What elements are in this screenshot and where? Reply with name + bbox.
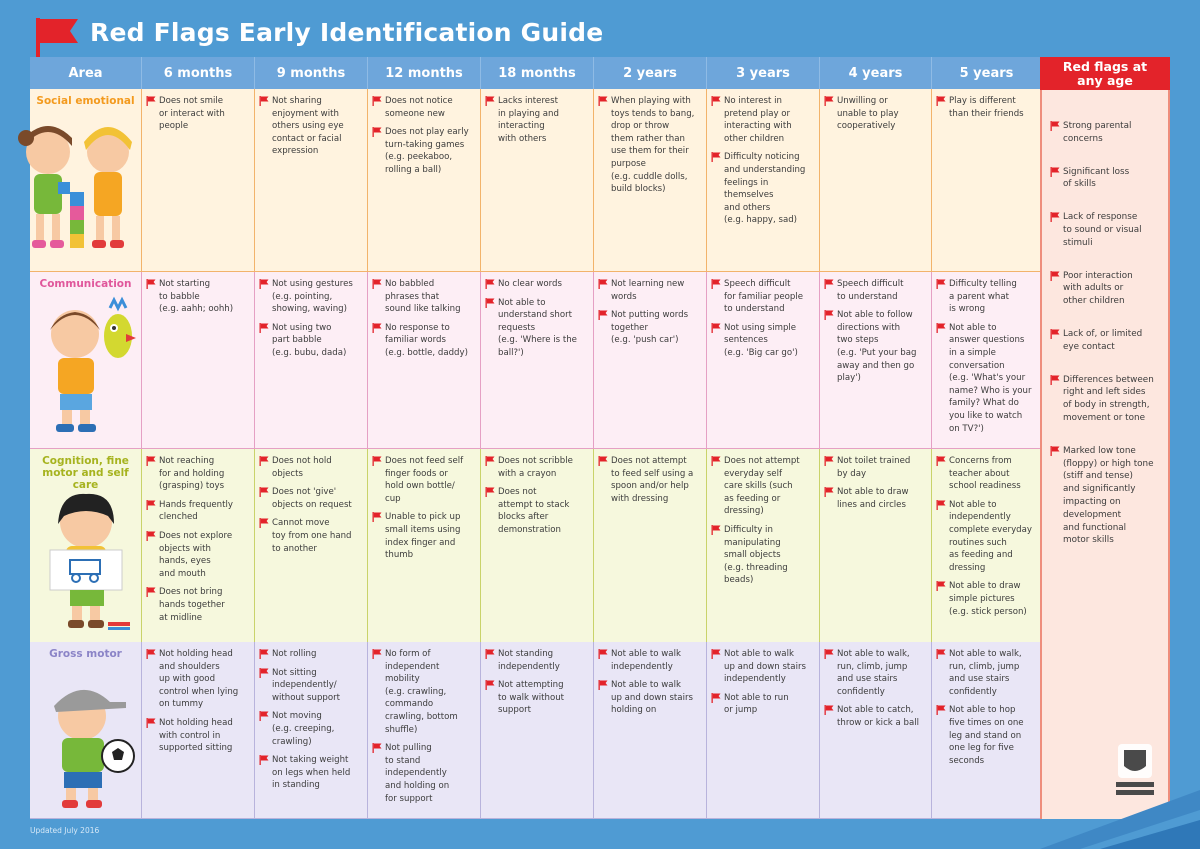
red-flag-text: Unwilling or unable to play cooperatively bbox=[837, 96, 899, 132]
red-flag-item bbox=[372, 278, 476, 316]
red-flag-icon bbox=[711, 96, 721, 106]
red-flag-item bbox=[824, 95, 927, 133]
flag-cell bbox=[932, 272, 1042, 449]
red-flag-text: Not able to walk, run, climb, jump and use stairs confidently bbox=[949, 649, 1022, 697]
red-flag-text: Not able to walk independently bbox=[611, 649, 681, 672]
red-flag-icon bbox=[936, 581, 946, 591]
queensland-government-crest-icon bbox=[1110, 738, 1160, 802]
red-flag-icon bbox=[485, 649, 495, 659]
red-flag-icon bbox=[936, 500, 946, 510]
red-flag-item bbox=[485, 455, 589, 480]
flag-cell bbox=[707, 89, 820, 272]
red-flag-text: Does not smile or interact with people bbox=[159, 96, 225, 132]
flag-cell bbox=[142, 642, 255, 819]
red-flag-text: Does not notice someone new bbox=[385, 96, 453, 119]
red-flag-item bbox=[936, 580, 1037, 618]
red-flag-text: Not taking weight on legs when held in standing bbox=[272, 755, 351, 791]
any-age-text: Lack of response to sound or visual stimuli bbox=[1063, 212, 1142, 248]
red-flag-icon bbox=[146, 456, 156, 466]
red-flag-text: Does not attempt everyday self care skills (such as feeding or dressing) bbox=[724, 456, 800, 517]
red-flag-text: Not able to draw simple pictures (e.g. stick person) bbox=[949, 581, 1027, 617]
red-flag-item bbox=[259, 710, 363, 748]
red-flag-icon bbox=[259, 668, 269, 678]
red-flag-item bbox=[598, 679, 702, 717]
header-age: 5 years bbox=[932, 57, 1042, 89]
red-flag-icon bbox=[1050, 329, 1060, 339]
red-flag-text: Not learning new words bbox=[611, 279, 685, 302]
red-flag-text: Does not feed self finger foods or hold own bottle/ cup bbox=[385, 456, 464, 504]
any-age-text: Poor interaction with adults or other children bbox=[1063, 270, 1133, 307]
red-flag-text: Not able to catch, throw or kick a ball bbox=[837, 705, 919, 728]
red-flag-item bbox=[146, 586, 250, 624]
flag-cell bbox=[707, 449, 820, 644]
red-flag-text: Concerns from teacher about school readiness bbox=[949, 456, 1021, 492]
red-flag-icon bbox=[146, 649, 156, 659]
red-flag-text: No interest in pretend play or interacting with other children bbox=[724, 96, 792, 144]
red-flag-text: Not able to understand short requests (e.g. 'Where is the ball?') bbox=[498, 297, 577, 358]
red-flag-icon bbox=[824, 487, 834, 497]
header-age: 4 years bbox=[820, 57, 932, 89]
red-flag-item bbox=[372, 126, 476, 176]
child-with-soccer-ball-illustration bbox=[36, 672, 140, 812]
red-flag-item bbox=[936, 648, 1037, 698]
red-flag-item bbox=[824, 278, 927, 303]
red-flag-icon bbox=[146, 279, 156, 289]
flag-cell bbox=[707, 272, 820, 449]
red-flag-icon bbox=[598, 680, 608, 690]
any-age-item bbox=[1050, 211, 1162, 249]
red-flag-item bbox=[824, 704, 927, 729]
flag-cell bbox=[368, 449, 481, 644]
red-flag-item bbox=[936, 455, 1037, 493]
flag-cell bbox=[255, 272, 368, 449]
flag-cell bbox=[820, 89, 932, 272]
red-flag-icon bbox=[711, 323, 721, 333]
red-flag-icon bbox=[711, 152, 721, 162]
red-flag-icon bbox=[485, 680, 495, 690]
flag-cell bbox=[481, 449, 594, 644]
flag-cell bbox=[820, 449, 932, 644]
header-age: 12 months bbox=[368, 57, 481, 89]
red-flag-item bbox=[936, 322, 1037, 435]
flag-cell bbox=[142, 449, 255, 644]
red-flag-icon bbox=[598, 456, 608, 466]
red-flag-text: Difficulty in manipulating small objects (e.g. threading beads) bbox=[724, 524, 788, 586]
red-flag-icon bbox=[711, 456, 721, 466]
red-flag-item bbox=[372, 742, 476, 805]
flag-cell bbox=[481, 272, 594, 449]
area-label: Gross motor bbox=[49, 648, 122, 660]
red-flag-text: Not using simple sentences (e.g. 'Big car go') bbox=[724, 322, 798, 358]
red-flag-icon bbox=[936, 323, 946, 333]
any-age-text: Lack of, or limited eye contact bbox=[1063, 328, 1143, 352]
flag-cell bbox=[594, 89, 707, 272]
red-flag-text: Difficulty noticing and understanding feelings in themselves and others (e.g. happy, sad) bbox=[724, 152, 806, 226]
red-flag-text: Unable to pick up small items using index finger and thumb bbox=[385, 512, 461, 561]
red-flag-text: Not starting to babble (e.g. aahh; oohh) bbox=[159, 279, 234, 315]
red-flag-text: Not able to run or jump bbox=[724, 692, 789, 716]
red-flag-icon bbox=[711, 525, 721, 535]
red-flag-icon bbox=[711, 279, 721, 289]
red-flag-icon bbox=[1050, 167, 1060, 177]
flag-cell bbox=[932, 642, 1042, 819]
red-flag-icon bbox=[824, 649, 834, 659]
red-flag-icon bbox=[146, 718, 156, 728]
red-flag-text: Does not attempt to feed self using a spoon and/or help with dressing bbox=[611, 456, 694, 504]
header-area: Area bbox=[30, 57, 142, 89]
red-flag-text: Not holding head and shoulders up with good control when lying on tummy bbox=[159, 649, 239, 710]
red-flag-text: Not reaching for and holding (grasping) toys bbox=[159, 456, 225, 492]
red-flag-item bbox=[936, 95, 1037, 120]
guide-table bbox=[30, 57, 1039, 642]
red-flag-icon bbox=[485, 298, 495, 308]
flag-cell bbox=[932, 449, 1042, 644]
red-flag-icon bbox=[1050, 212, 1060, 222]
red-flag-item bbox=[824, 309, 927, 385]
red-flag-icon bbox=[598, 649, 608, 659]
red-flag-icon bbox=[1050, 121, 1060, 131]
flag-cell bbox=[481, 89, 594, 272]
flag-cell bbox=[820, 272, 932, 449]
red-flag-item bbox=[259, 648, 363, 661]
red-flag-text: Not sitting independently/ without support bbox=[272, 667, 341, 703]
red-flag-icon bbox=[372, 649, 382, 659]
red-flag-item bbox=[372, 648, 476, 736]
red-flag-icon bbox=[598, 310, 608, 320]
flag-cell bbox=[594, 642, 707, 819]
red-flag-item bbox=[259, 278, 363, 316]
red-flag-item bbox=[485, 95, 589, 145]
any-age-item bbox=[1050, 445, 1162, 547]
header-age: 6 months bbox=[142, 57, 255, 89]
red-flag-icon bbox=[146, 531, 156, 541]
red-flag-icon bbox=[259, 279, 269, 289]
any-age-text: Significant loss of skills bbox=[1063, 166, 1130, 190]
red-flag-item bbox=[711, 322, 815, 360]
red-flag-text: No clear words bbox=[498, 279, 562, 289]
red-flag-item bbox=[598, 95, 702, 196]
red-flag-icon bbox=[259, 518, 269, 528]
red-flag-text: Not rolling bbox=[272, 649, 317, 659]
flag-cell bbox=[142, 89, 255, 272]
flag-cell bbox=[594, 272, 707, 449]
flag-cell bbox=[255, 449, 368, 644]
red-flag-icon bbox=[1050, 446, 1060, 456]
any-age-text: Differences between right and left sides of body in strength, movement or tone bbox=[1063, 374, 1154, 423]
red-flag-text: Not able to hop five times on one leg and stand on one leg for five seconds bbox=[949, 705, 1024, 766]
page-title: Red Flags Early Identification Guide bbox=[90, 18, 604, 47]
red-flag-item bbox=[372, 455, 476, 505]
area-label: Communication bbox=[39, 278, 132, 290]
red-flag-icon bbox=[259, 487, 269, 497]
header-age: 9 months bbox=[255, 57, 368, 89]
red-flag-item bbox=[372, 95, 476, 120]
flag-cell bbox=[820, 642, 932, 819]
red-flag-item bbox=[936, 704, 1037, 767]
red-flag-text: Lacks interest in playing and interacting with others bbox=[498, 96, 559, 144]
red-flag-text: When playing with toys tends to bang, drop or throw them rather than use them for their purpose (e.g. cuddle dolls, build blocks) bbox=[611, 96, 695, 195]
red-flag-item bbox=[259, 754, 363, 792]
red-flag-text: Not using gestures (e.g. pointing, showing, waving) bbox=[272, 279, 353, 315]
red-flag-text: Hands frequently clenched bbox=[159, 499, 233, 523]
red-flag-text: Does not bring hands together at midline bbox=[159, 587, 225, 623]
red-flag-item bbox=[485, 278, 589, 291]
red-flag-icon bbox=[259, 323, 269, 333]
red-flag-text: Not able to walk, run, climb, jump and use stairs confidently bbox=[837, 649, 910, 697]
red-flag-icon bbox=[1050, 271, 1060, 281]
red-flag-item bbox=[146, 530, 250, 580]
any-age-item bbox=[1050, 328, 1162, 354]
red-flag-icon bbox=[824, 279, 834, 289]
flag-cell bbox=[707, 642, 820, 819]
red-flag-item bbox=[146, 455, 250, 493]
red-flag-text: Speech difficult to understand bbox=[837, 279, 904, 302]
red-flag-icon bbox=[372, 96, 382, 106]
red-flag-text: Not able to answer questions in a simple conversation (e.g. 'What's your name? Who is your family? What do you like to watch on TV?') bbox=[949, 322, 1032, 434]
red-flag-item bbox=[824, 455, 927, 480]
red-flag-text: Not standing independently bbox=[498, 649, 560, 672]
red-flag-text: Speech difficult for familiar people to understand bbox=[724, 279, 804, 315]
any-age-item bbox=[1050, 270, 1162, 308]
red-flag-icon bbox=[824, 96, 834, 106]
any-age-text: Marked low tone (floppy) or high tone (stiff and tense) and significantly impacting on development and functional motor skills bbox=[1063, 445, 1154, 546]
flag-cell bbox=[255, 642, 368, 819]
red-flag-icon bbox=[259, 456, 269, 466]
any-age-item bbox=[1050, 120, 1162, 146]
red-flag-item bbox=[372, 322, 476, 360]
red-flag-icon bbox=[598, 96, 608, 106]
red-flag-item bbox=[711, 692, 815, 717]
red-flag-item bbox=[146, 278, 250, 316]
red-flag-text: Not using two part babble (e.g. bubu, dada) bbox=[272, 322, 347, 358]
flag-cell bbox=[368, 642, 481, 819]
red-flag-item bbox=[711, 278, 815, 316]
red-flag-text: Not able to independently complete everyday routines such as feeding and dressing bbox=[949, 499, 1032, 573]
red-flag-item bbox=[372, 511, 476, 561]
flag-cell bbox=[255, 89, 368, 272]
header-age: 3 years bbox=[707, 57, 820, 89]
red-flag-icon bbox=[936, 649, 946, 659]
red-flag-icon bbox=[259, 96, 269, 106]
red-flag-item bbox=[485, 648, 589, 673]
red-flag-icon bbox=[372, 323, 382, 333]
red-flag-text: No babbled phrases that sound like talking bbox=[385, 279, 461, 315]
red-flag-text: Does not explore objects with hands, eyes and mouth bbox=[159, 530, 233, 579]
red-flag-item bbox=[146, 95, 250, 133]
red-flag-item bbox=[259, 486, 363, 511]
red-flag-item bbox=[259, 517, 363, 555]
red-flag-text: Not attempting to walk without support bbox=[498, 680, 565, 716]
red-flag-icon bbox=[824, 310, 834, 320]
red-flag-item bbox=[485, 486, 589, 536]
children-playing-blocks-illustration bbox=[8, 112, 140, 262]
red-flag-text: Does not play early turn-taking games (e.g. peekaboo, rolling a ball) bbox=[385, 127, 469, 175]
red-flag-text: Not putting words together (e.g. 'push car') bbox=[611, 310, 689, 346]
flag-cell bbox=[368, 89, 481, 272]
red-flag-icon bbox=[936, 96, 946, 106]
red-flag-item bbox=[598, 455, 702, 505]
red-flag-item bbox=[824, 648, 927, 698]
red-flag-text: No response to familiar words (e.g. bottle, daddy) bbox=[385, 322, 468, 358]
flag-cell bbox=[481, 642, 594, 819]
red-flag-text: No form of independent mobility (e.g. crawling, commando crawling, bottom shuffle) bbox=[385, 649, 458, 735]
red-flag-text: Does not attempt to stack blocks after demonstration bbox=[498, 487, 570, 535]
red-flag-text: Not able to draw lines and circles bbox=[837, 487, 909, 510]
red-flag-icon bbox=[936, 279, 946, 289]
red-flag-item bbox=[485, 679, 589, 717]
any-age-item bbox=[1050, 374, 1162, 425]
any-age-text: Strong parental concerns bbox=[1063, 121, 1132, 144]
red-flag-icon bbox=[1050, 375, 1060, 385]
red-flag-icon bbox=[485, 487, 495, 497]
red-flag-item bbox=[711, 524, 815, 587]
red-flag-icon bbox=[485, 279, 495, 289]
flag-cell bbox=[368, 272, 481, 449]
red-flag-icon bbox=[485, 96, 495, 106]
any-age-item bbox=[1050, 166, 1162, 192]
area-label: Social emotional bbox=[36, 95, 135, 107]
flag-cell bbox=[594, 449, 707, 644]
red-flag-icon bbox=[485, 456, 495, 466]
red-flag-icon bbox=[259, 711, 269, 721]
footer-updated: Updated July 2016 bbox=[30, 826, 100, 835]
red-flag-icon bbox=[936, 456, 946, 466]
red-flag-text: Difficulty telling a parent what is wrong bbox=[949, 279, 1017, 315]
red-flag-icon bbox=[824, 456, 834, 466]
red-flag-icon bbox=[259, 755, 269, 765]
red-flag-text: Not able to walk up and down stairs holding on bbox=[611, 680, 693, 716]
red-flag-icon bbox=[146, 500, 156, 510]
red-flag-item bbox=[711, 151, 815, 227]
flag-cell bbox=[142, 272, 255, 449]
child-holding-drawing-illustration bbox=[36, 486, 140, 634]
red-flag-item bbox=[259, 455, 363, 480]
red-flag-text: Not holding head with control in supported sitting bbox=[159, 717, 233, 754]
any-age-panel bbox=[1040, 90, 1170, 642]
red-flag-text: Not sharing enjoyment with others using eye contact or facial expression bbox=[272, 96, 344, 157]
red-flag-text: Does not 'give' objects on request bbox=[272, 487, 352, 510]
red-flag-text: Not pulling to stand independently and holding on for support bbox=[385, 743, 450, 804]
red-flag-item bbox=[146, 499, 250, 524]
red-flag-item bbox=[936, 278, 1037, 316]
red-flag-icon bbox=[259, 649, 269, 659]
area-label: Cognition, fine motor and self care bbox=[42, 455, 129, 491]
red-flag-text: Not moving (e.g. creeping, crawling) bbox=[272, 711, 335, 747]
red-flag-text: Cannot move toy from one hand to another bbox=[272, 518, 352, 554]
red-flag-item bbox=[259, 95, 363, 158]
red-flag-icon bbox=[146, 96, 156, 106]
red-flag-item bbox=[824, 486, 927, 511]
child-with-puppet-illustration bbox=[30, 296, 140, 436]
red-flag-icon bbox=[372, 512, 382, 522]
red-flag-item bbox=[711, 455, 815, 518]
red-flag-icon bbox=[711, 693, 721, 703]
red-flag-icon bbox=[372, 456, 382, 466]
red-flag-item bbox=[485, 297, 589, 360]
red-flag-icon bbox=[598, 279, 608, 289]
red-flag-item bbox=[259, 667, 363, 705]
red-flag-item bbox=[711, 648, 815, 686]
red-flag-icon bbox=[146, 587, 156, 597]
red-flag-item bbox=[598, 648, 702, 673]
any-age-heading: Red flags at any age bbox=[1040, 57, 1170, 90]
header-age: 18 months bbox=[481, 57, 594, 89]
red-flag-item bbox=[711, 95, 815, 145]
red-flag-item bbox=[598, 278, 702, 303]
red-flag-text: Does not hold objects bbox=[272, 456, 332, 479]
red-flag-item bbox=[598, 309, 702, 347]
gross-motor-row bbox=[30, 642, 1039, 819]
red-flag-item bbox=[146, 717, 250, 755]
red-flag-icon bbox=[372, 279, 382, 289]
header-age: 2 years bbox=[594, 57, 707, 89]
flag-cell bbox=[932, 89, 1042, 272]
red-flag-icon bbox=[824, 705, 834, 715]
red-flag-icon bbox=[372, 743, 382, 753]
red-flag-item bbox=[146, 648, 250, 711]
red-flag-item bbox=[936, 499, 1037, 575]
red-flag-icon bbox=[711, 649, 721, 659]
red-flag-text: Play is different than their friends bbox=[949, 96, 1024, 119]
red-flag-text: Not able to walk up and down stairs independently bbox=[724, 649, 806, 685]
red-flag-item bbox=[259, 322, 363, 360]
red-flag-icon bbox=[936, 705, 946, 715]
red-flag-icon bbox=[372, 127, 382, 137]
red-flag-text: Not able to follow directions with two steps (e.g. 'Put your bag away and then go play') bbox=[837, 310, 917, 384]
red-flag-text: Does not scribble with a crayon bbox=[498, 456, 573, 479]
red-flag-text: Not toilet trained by day bbox=[837, 456, 911, 479]
